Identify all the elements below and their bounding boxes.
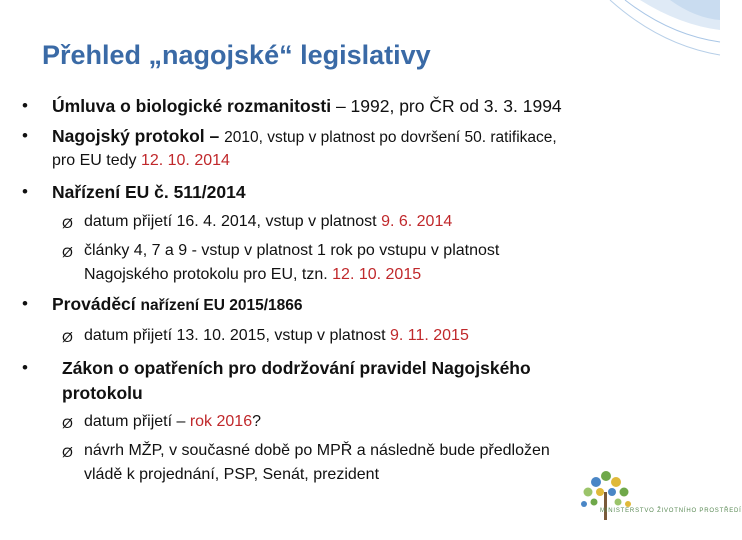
subitem-date: 9. 6. 2014 <box>381 213 453 230</box>
item-protokol <box>52 126 557 147</box>
arrow-bullet-icon: Ø <box>62 215 73 231</box>
subitem-date: 9. 11. 2015 <box>389 327 469 344</box>
corner-decoration-icon <box>610 0 720 70</box>
subitem-text: datum přijetí – <box>84 413 190 430</box>
item-umluva-title: Úmluva o biologické rozmanitosti <box>52 96 332 116</box>
arrow-bullet-icon: Ø <box>62 329 73 345</box>
item-protokol-date: 12. 10. 2014 <box>140 152 230 169</box>
item-protokol-cont-text: pro EU tedy <box>52 152 141 169</box>
item-narizeni: Nařízení EU č. 511/2014 <box>52 182 246 202</box>
subitem-provadeci-prijeti <box>84 327 469 345</box>
item-protokol-title: Nagojský protokol – <box>52 126 225 146</box>
item-provadeci-detail: nařízení EU 2015/1866 <box>140 297 303 314</box>
arrow-bullet-icon: Ø <box>62 415 73 431</box>
bullet-icon: • <box>22 358 28 377</box>
subitem-zakon-navrh: návrh MŽP, v současné době po MPŘ a následně bude předložen <box>84 442 550 459</box>
arrow-bullet-icon: Ø <box>62 444 73 460</box>
logo-text: MINISTERSTVO ŽIVOTNÍHO PROSTŘEDÍ <box>600 508 742 514</box>
slide-title: Přehled „nagojské“ legislativy <box>42 40 431 70</box>
subitem-end: ? <box>252 413 261 430</box>
subitem-narizeni-clanky-cont <box>84 266 421 284</box>
item-protokol-detail: 2010, vstup v platnost po dovršení 50. ratifikace, <box>224 129 557 146</box>
subitem-date: 12. 10. 2015 <box>332 266 422 283</box>
bullet-icon: • <box>22 294 28 313</box>
subitem-highlight: rok 2016 <box>189 413 253 430</box>
subitem-zakon-prijeti <box>84 413 261 431</box>
subitem-narizeni-clanky: články 4, 7 a 9 - vstup v platnost 1 rok po vstupu v platnost <box>84 242 500 259</box>
item-provadeci-title: Prováděcí <box>52 294 141 314</box>
subitem-text: datum přijetí 16. 4. 2014, vstup v platnost <box>84 213 382 230</box>
subitem-zakon-navrh-cont: vládě k projednání, PSP, Senát, prezident <box>84 466 380 483</box>
item-umluva-detail: – 1992, pro ČR od 3. 3. 1994 <box>331 96 562 116</box>
item-zakon-cont: protokolu <box>62 383 143 403</box>
bullet-icon: • <box>22 96 28 115</box>
item-protokol-cont <box>52 152 230 170</box>
subitem-text: Nagojského protokolu pro EU, tzn. <box>84 266 333 283</box>
bullet-icon: • <box>22 182 28 201</box>
item-zakon: Zákon o opatřeních pro dodržování pravidel Nagojského <box>62 358 531 378</box>
bullet-icon: • <box>22 126 28 145</box>
subitem-text: datum přijetí 13. 10. 2015, vstup v platnost <box>84 327 390 344</box>
tree-logo-icon <box>566 466 646 526</box>
item-provadeci <box>52 294 303 315</box>
arrow-bullet-icon: Ø <box>62 244 73 260</box>
item-umluva <box>52 96 562 117</box>
subitem-narizeni-prijeti <box>84 213 452 231</box>
